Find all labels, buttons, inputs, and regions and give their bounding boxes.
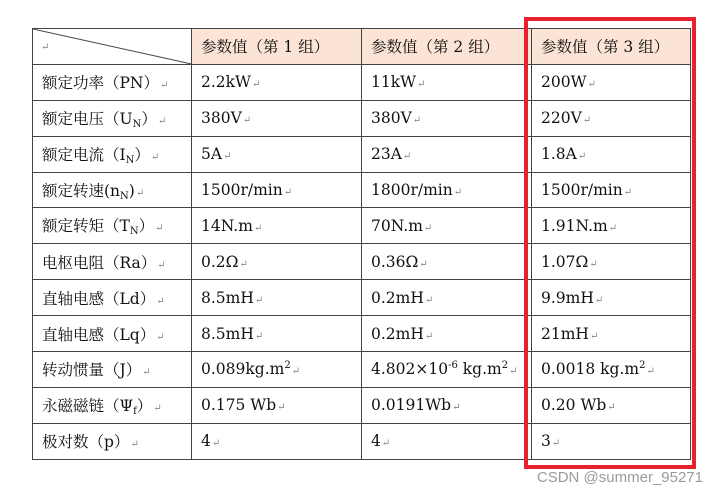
cell-value: 8.5mH bbox=[201, 324, 254, 343]
paragraph-mark-icon: ↵ bbox=[251, 79, 261, 91]
paragraph-mark-icon: ↵ bbox=[211, 438, 221, 450]
watermark: CSDN @summer_95271 bbox=[536, 469, 703, 486]
row-label bbox=[33, 316, 192, 352]
paragraph-mark-icon: ↵ bbox=[577, 151, 587, 163]
value-cell bbox=[362, 172, 532, 208]
value-cell bbox=[192, 136, 362, 172]
row-label-text: 永磁磁链$(\Psi_f)$ bbox=[42, 396, 153, 417]
cell-value: 0.2mH bbox=[371, 324, 424, 343]
row-label bbox=[33, 352, 192, 388]
row-label bbox=[33, 208, 192, 244]
paragraph-mark-icon: ↵ bbox=[135, 187, 145, 199]
row-label bbox=[33, 423, 192, 459]
row-label-text: 额定电压$(U_N)$ bbox=[42, 109, 157, 130]
cell-value: 23A bbox=[371, 145, 402, 164]
paragraph-mark-icon: ↵ bbox=[142, 367, 151, 379]
diagonal-line bbox=[33, 29, 191, 64]
paragraph-mark-icon: ↵ bbox=[453, 187, 463, 198]
column-header-group-3: 参数值（第 3 组） bbox=[532, 29, 691, 65]
row-label bbox=[33, 136, 192, 172]
paragraph-mark-icon: ↵ bbox=[417, 79, 426, 91]
value-cell bbox=[192, 208, 362, 244]
paragraph-mark-icon: ↵ bbox=[623, 187, 633, 198]
paragraph-mark-icon: ↵ bbox=[419, 258, 428, 270]
paragraph-mark-icon: ↵ bbox=[253, 222, 263, 234]
paragraph-mark-icon: ↵ bbox=[277, 402, 286, 414]
paragraph-mark-icon: ↵ bbox=[402, 151, 412, 163]
paragraph-mark-icon: ↵ bbox=[130, 439, 139, 451]
row-label bbox=[33, 64, 192, 100]
subscript: N bbox=[132, 118, 142, 130]
cell-value: 1500r/min bbox=[201, 181, 283, 199]
cell-value: 0.0018 $kg.m^2$ bbox=[541, 360, 646, 379]
subscript: N bbox=[129, 226, 139, 238]
cell-value: 380V bbox=[371, 109, 412, 128]
paragraph-mark-icon: ↵ bbox=[587, 79, 596, 91]
cell-value: $4.802\times 10^{-6}$ $kg.m^2$ bbox=[371, 360, 509, 379]
cell-value: 14N.m bbox=[201, 216, 253, 235]
paragraph-mark-icon: ↵ bbox=[607, 402, 616, 414]
row-label-text: 转动惯量（J） bbox=[42, 361, 142, 380]
row-label-text: 额定功率（PN） bbox=[42, 74, 159, 93]
value-cell bbox=[192, 316, 362, 352]
value-cell bbox=[192, 100, 362, 136]
cell-value: 1.91N.m bbox=[541, 216, 608, 235]
row-label-text: 额定转速$(n_N)$ bbox=[42, 181, 135, 202]
paragraph-mark-icon: ↵ bbox=[239, 258, 248, 270]
value-cell bbox=[362, 100, 532, 136]
paragraph-mark-icon: ↵ bbox=[157, 259, 166, 271]
paragraph-mark-icon: ↵ bbox=[381, 438, 391, 450]
value-cell bbox=[362, 316, 532, 352]
cell-value: 4 bbox=[371, 432, 381, 451]
value-cell bbox=[362, 423, 532, 459]
cell-value: 1.8A bbox=[541, 145, 577, 164]
value-cell bbox=[362, 280, 532, 316]
paragraph-mark-icon: ↵ bbox=[41, 42, 50, 53]
paragraph-mark-icon: ↵ bbox=[150, 151, 160, 163]
paragraph-mark-icon: ↵ bbox=[254, 294, 264, 306]
paragraph-mark-icon: ↵ bbox=[223, 151, 232, 163]
paragraph-mark-icon: ↵ bbox=[646, 366, 655, 378]
row-label-text: 电枢电阻（Ra） bbox=[42, 253, 157, 272]
paragraph-mark-icon: ↵ bbox=[452, 402, 461, 414]
paragraph-mark-icon: ↵ bbox=[582, 115, 592, 127]
cell-value: 0.0191Wb bbox=[371, 396, 452, 415]
cell-value: 21mH bbox=[541, 324, 589, 343]
paragraph-mark-icon: ↵ bbox=[156, 295, 165, 307]
cell-value: 1.07Ω bbox=[541, 252, 589, 271]
corner-cell bbox=[33, 29, 192, 65]
value-cell bbox=[362, 136, 532, 172]
cell-value: 200W bbox=[541, 73, 587, 92]
group-3-highlight-box bbox=[524, 17, 696, 469]
value-cell bbox=[192, 387, 362, 423]
row-label-text: 额定电流$(I_N)$ bbox=[42, 145, 150, 166]
cell-value: 380V bbox=[201, 109, 242, 128]
cell-value: 2.2kW bbox=[201, 73, 251, 92]
cell-value: $0.089kg.m^2$ bbox=[201, 360, 291, 379]
row-label bbox=[33, 100, 192, 136]
row-label bbox=[33, 387, 192, 423]
row-label-text: 极对数（p） bbox=[42, 433, 130, 452]
paragraph-mark-icon: ↵ bbox=[551, 438, 561, 450]
paragraph-mark-icon: ↵ bbox=[589, 330, 599, 342]
cell-value: 1500r/min bbox=[541, 181, 623, 199]
paragraph-mark-icon: ↵ bbox=[594, 294, 604, 306]
paragraph-mark-icon: ↵ bbox=[509, 366, 518, 378]
paragraph-mark-icon: ↵ bbox=[160, 80, 169, 92]
paragraph-mark-icon: ↵ bbox=[412, 115, 422, 127]
value-cell bbox=[362, 387, 532, 423]
paragraph-mark-icon: ↵ bbox=[153, 402, 162, 414]
exponent: 2 bbox=[639, 360, 646, 372]
paragraph-mark-icon: ↵ bbox=[291, 366, 301, 378]
column-header-group-2: 参数值（第 2 组） bbox=[362, 29, 532, 65]
paragraph-mark-icon: ↵ bbox=[424, 330, 434, 342]
paragraph-mark-icon: ↵ bbox=[254, 330, 264, 342]
cell-value: 0.36Ω bbox=[371, 252, 419, 271]
value-cell bbox=[362, 244, 532, 280]
row-label-text: 直轴电感（Lq） bbox=[42, 325, 156, 344]
cell-value: 5A bbox=[201, 145, 223, 164]
paragraph-mark-icon: ↵ bbox=[608, 222, 618, 234]
value-cell bbox=[362, 64, 532, 100]
paragraph-mark-icon: ↵ bbox=[156, 331, 165, 343]
paragraph-mark-icon: ↵ bbox=[283, 187, 293, 198]
value-cell bbox=[192, 423, 362, 459]
value-cell bbox=[192, 64, 362, 100]
paragraph-mark-icon: ↵ bbox=[423, 222, 433, 234]
exponent: 2 bbox=[284, 360, 291, 372]
value-cell bbox=[192, 244, 362, 280]
exponent: -6 bbox=[448, 360, 458, 372]
paragraph-mark-icon: ↵ bbox=[242, 115, 252, 127]
cell-value: 3 bbox=[541, 432, 551, 451]
subscript: N bbox=[120, 190, 129, 202]
value-cell bbox=[192, 172, 362, 208]
value-cell bbox=[362, 352, 532, 388]
row-label bbox=[33, 172, 192, 208]
row-label bbox=[33, 280, 192, 316]
cell-value: 220V bbox=[541, 109, 582, 128]
cell-value: 70N.m bbox=[371, 216, 423, 235]
column-header-group-1: 参数值（第 1 组） bbox=[192, 29, 362, 65]
cell-value: 9.9mH bbox=[541, 288, 594, 307]
row-label-text: 直轴电感（Ld） bbox=[42, 289, 156, 308]
cell-value: 11kW bbox=[371, 73, 417, 92]
cell-value: 0.2Ω bbox=[201, 252, 239, 271]
value-cell bbox=[362, 208, 532, 244]
paragraph-mark-icon: ↵ bbox=[157, 115, 167, 127]
row-label bbox=[33, 244, 192, 280]
cell-value: 4 bbox=[201, 432, 211, 451]
row-label-text: 额定转矩$(T_N)$ bbox=[42, 217, 155, 238]
subscript: f bbox=[133, 405, 137, 417]
cell-value: 1800r/min bbox=[371, 181, 453, 199]
paragraph-mark-icon: ↵ bbox=[424, 294, 434, 306]
paragraph-mark-icon: ↵ bbox=[155, 223, 164, 235]
cell-value: 0.175 Wb bbox=[201, 396, 277, 415]
value-cell bbox=[192, 280, 362, 316]
exponent: 2 bbox=[501, 360, 509, 372]
value-cell bbox=[192, 352, 362, 388]
cell-value: 0.2mH bbox=[371, 288, 424, 307]
cell-value: 8.5mH bbox=[201, 288, 254, 307]
paragraph-mark-icon: ↵ bbox=[589, 258, 598, 270]
subscript: N bbox=[125, 154, 135, 166]
cell-value: 0.20 Wb bbox=[541, 396, 607, 415]
